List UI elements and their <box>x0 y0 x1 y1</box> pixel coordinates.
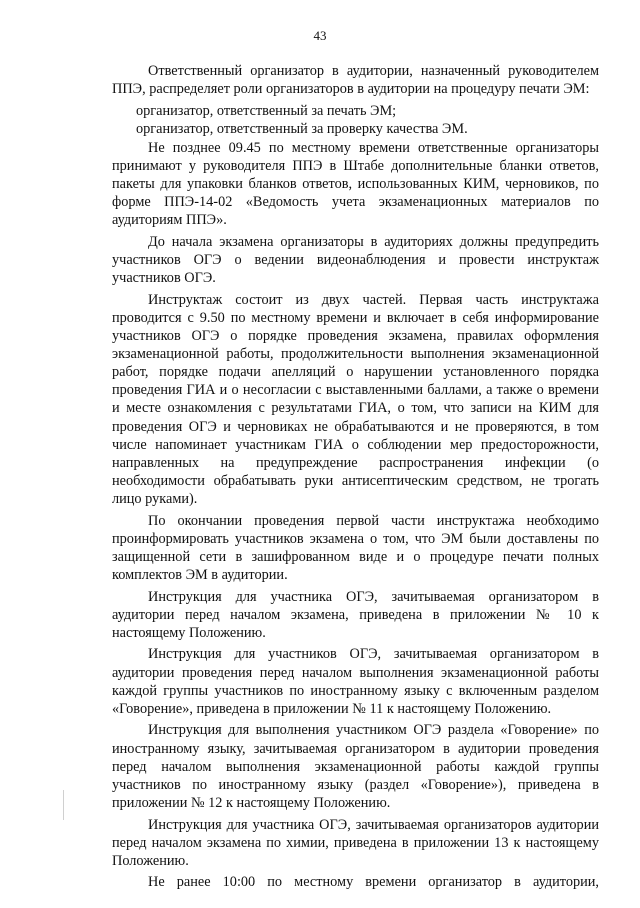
margin-mark <box>63 790 64 820</box>
paragraph-instruction-appendix-11: Инструкция для участников ОГЭ, зачитываемая организатором в аудитории проведения перед началом выполнения экзаменационной работы каждой группы участников по иностранному языку с включенным разделом «Говорение», приведена в приложении № 11 к настоящему Положению. <box>112 646 599 717</box>
paragraph-instruction-appendix-10: Инструкция для участника ОГЭ, зачитываемая организатором в аудитории перед началом экзамена, приведена в приложении № 10 к настоящему Положению. <box>112 588 599 641</box>
paragraph-start-time: Не ранее 10:00 по местному времени организатор в аудитории, <box>148 874 599 891</box>
paragraph-materials-receipt: Не позднее 09.45 по местному времени ответственные организаторы принимают у руководителя ППЭ в Штабе дополнительные бланки ответов, пакеты для упаковки бланков ответов, использованных КИМ, черновиков, по форме ППЭ-14-02 «Ведомость учета экзаменационных материалов по аудиториям ППЭ». <box>112 139 599 229</box>
paragraph-instruction-appendix-12: Инструкция для выполнения участником ОГЭ раздела «Говорение» по иностранному языку, зачитываемая организатором в аудитории проведения перед началом выполнения экзаменационной работы каждой группы участников по иностранному языку (раздел «Говорение»), приведена в приложении № 12 к настоящему Положению. <box>112 722 599 811</box>
paragraph-role-assignment: Ответственный организатор в аудитории, назначенный руководителем ППЭ, распределяет роли организаторов в аудитории на процедуру печати ЭМ: <box>112 63 599 98</box>
paragraph-instruction-appendix-13: Инструкция для участника ОГЭ, зачитываемая организаторов аудитории перед началом экзамена по химии, приведена в приложении 13 к настоящему Положению. <box>112 816 599 869</box>
document-body <box>112 62 599 895</box>
list-item-quality-organizer: организатор, ответственный за проверку качества ЭМ. <box>136 121 468 138</box>
paragraph-video-warning: До начала экзамена организаторы в аудиториях должны предупредить участников ОГЭ о ведении видеонаблюдения и провести инструктаж участников ОГЭ. <box>112 234 599 287</box>
list-item-print-organizer: организатор, ответственный за печать ЭМ; <box>136 102 397 119</box>
paragraph-briefing-completion: По окончании проведения первой части инструктажа необходимо проинформировать участников экзамена о том, что ЭМ были доставлены по защищенной сети в зашифрованном виде и о процедуре печати полных комплектов ЭМ в аудитории. <box>112 512 599 583</box>
page-number: 43 <box>313 28 327 43</box>
paragraph-briefing-first-part: Инструктаж состоит из двух частей. Первая часть инструктажа проводится с 9.50 по местному времени и включает в себя информирование участников ОГЭ о порядке проведения экзамена, правилах оформления экзаменационной работы, продолжительности выполнения экзаменационной работ, порядке подачи апелляций о нарушении установленного порядка проведения ГИА и о несогласии с выставленными баллами, а также о времени и месте ознакомления с результатами ГИА, о том, что записи на КИМ для проведения ОГЭ и черновиках не обрабатываются и не проверяются, в том числе напоминает участникам ГИА о соблюдении мер предосторожности, направленных на предупреждение распространения инфекции (о необходимости обрабатывать руки антисептическим средством, не трогать лицо руками). <box>112 291 599 507</box>
